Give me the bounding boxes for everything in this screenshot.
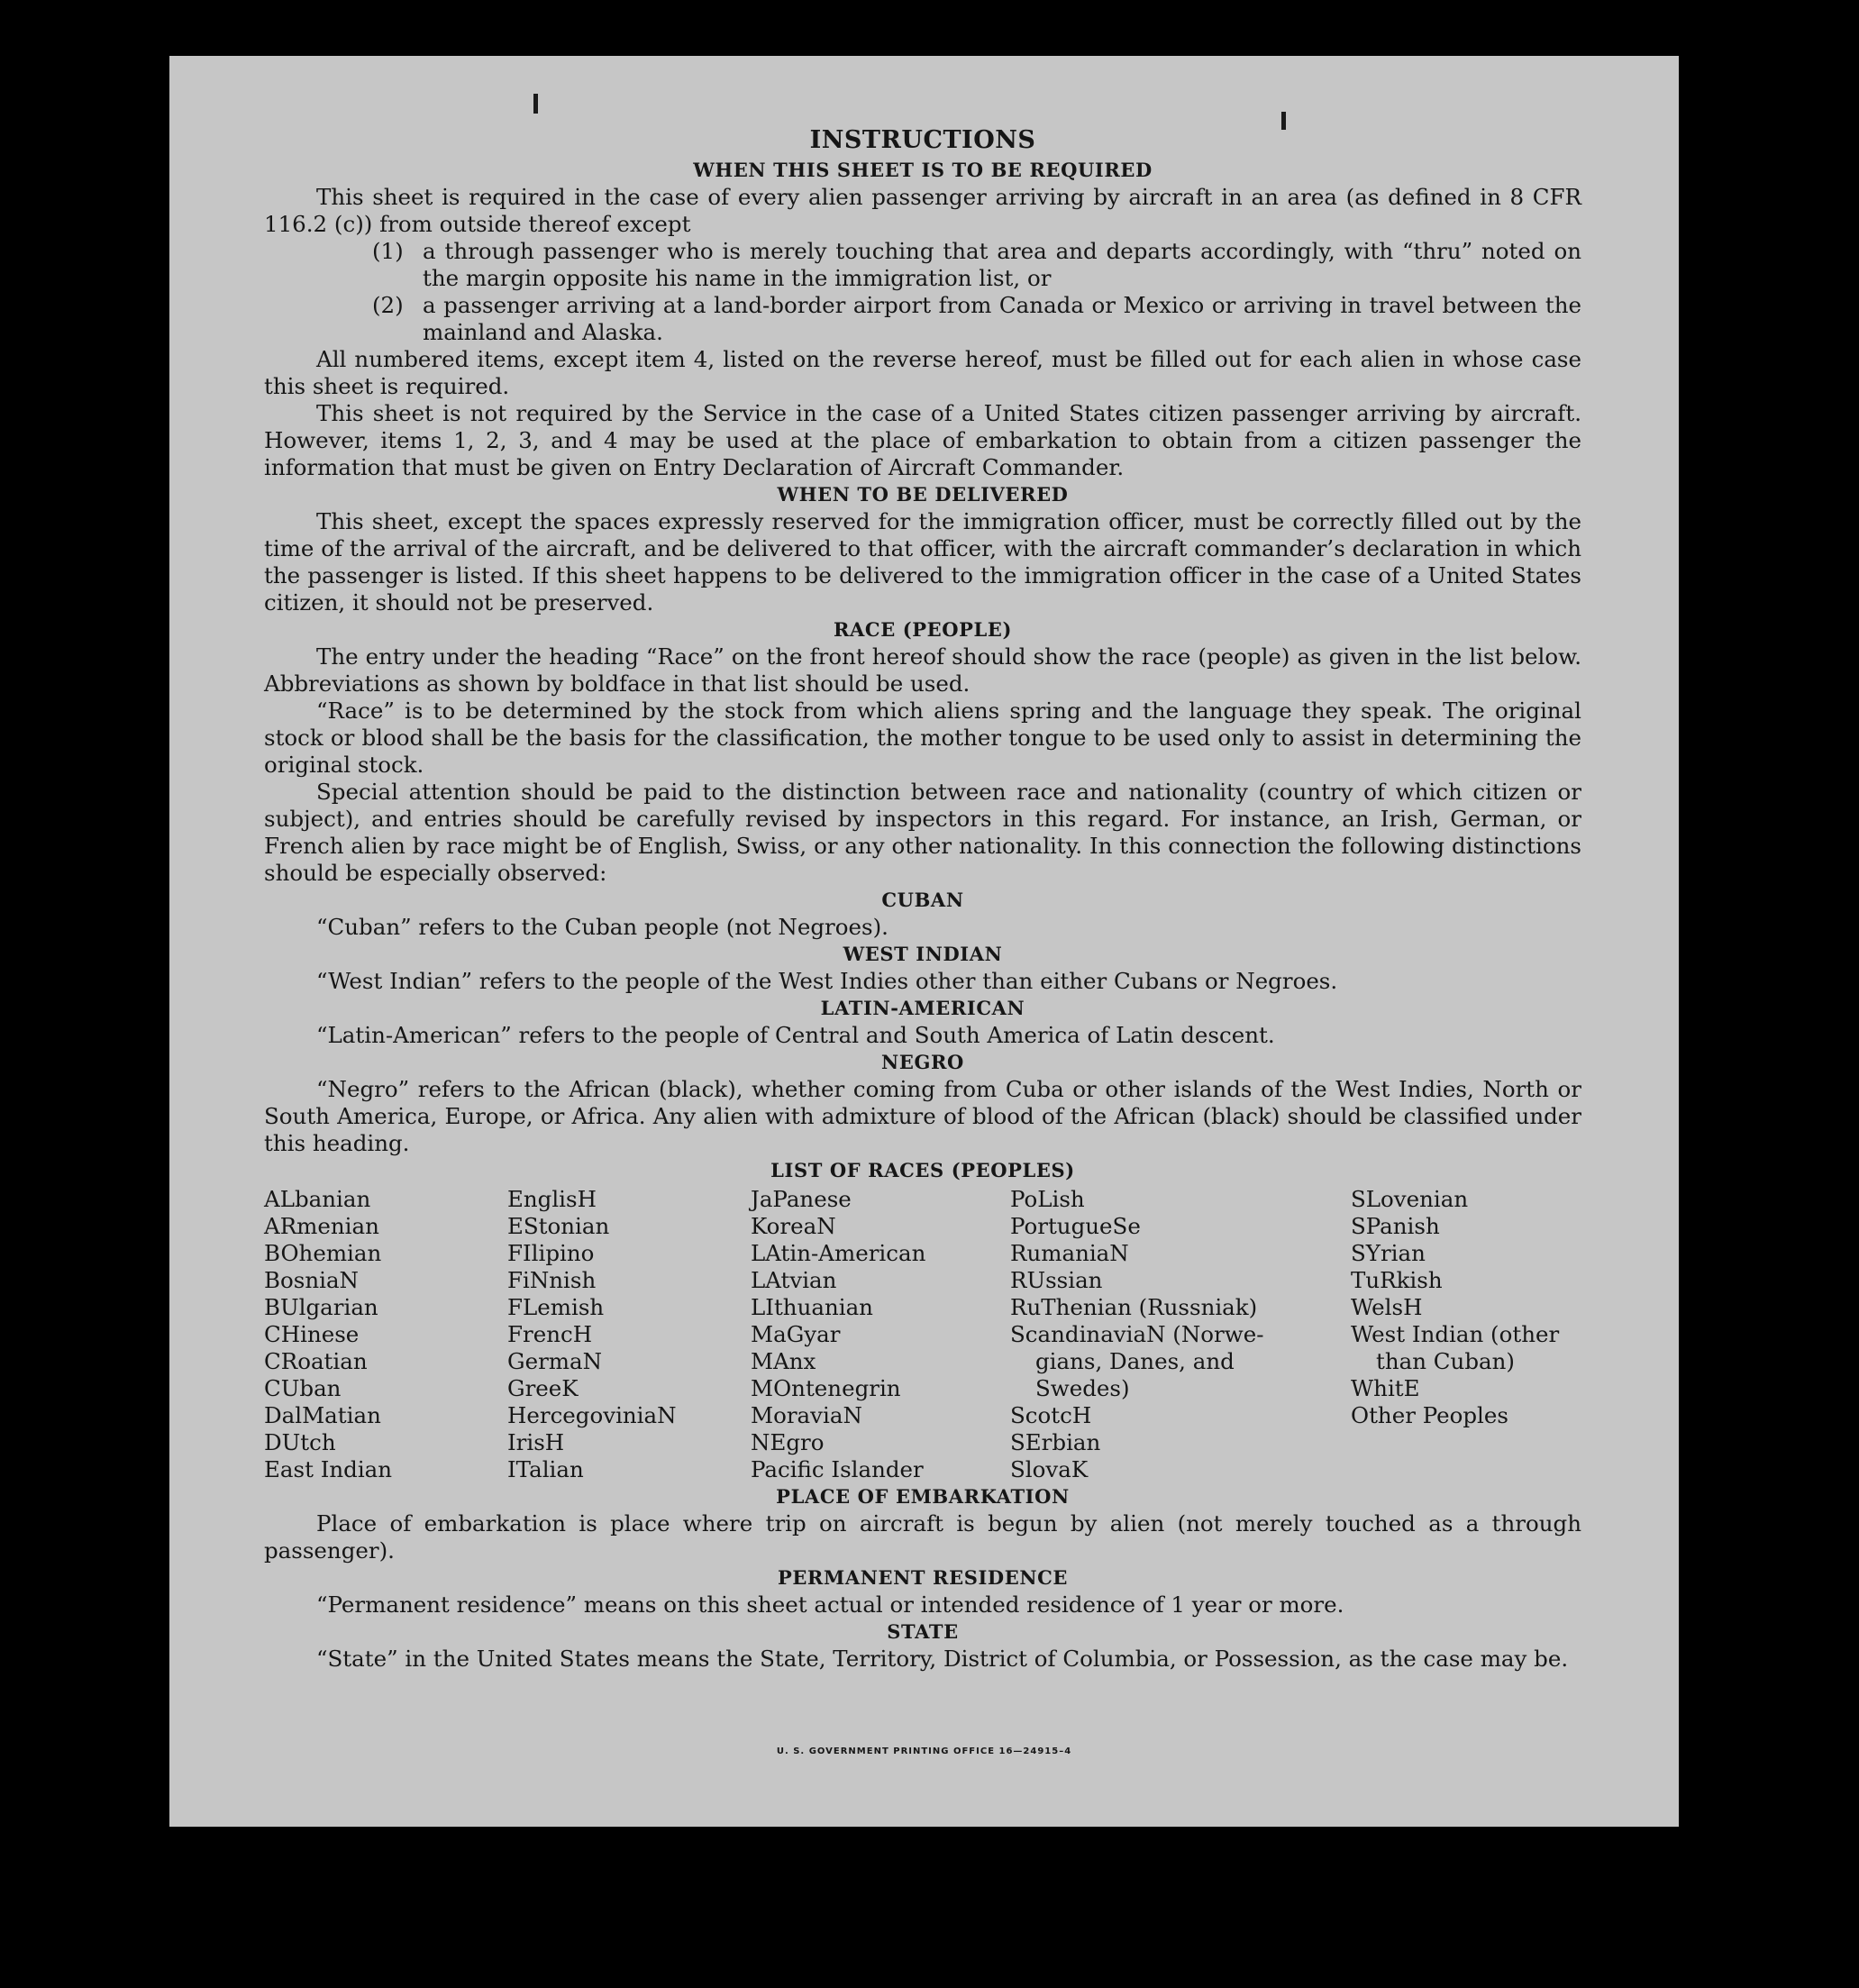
race-item: LIthuanian (751, 1294, 873, 1320)
race-item: PoLish (1010, 1186, 1085, 1212)
race-item: BosniaN (264, 1267, 359, 1293)
race-item: TuRkish (1351, 1267, 1443, 1293)
races-column (1010, 1186, 1351, 1483)
race-item: JaPanese (751, 1186, 852, 1212)
race-item: HercegoviniaN (507, 1402, 677, 1428)
races-column (751, 1186, 1010, 1483)
paragraph: The entry under the heading “Race” on the front hereof should show the race (people) as given in the list below. Abbreviations as shown by boldface in that list should be used. (264, 643, 1581, 697)
race-item: EnglisH (507, 1186, 597, 1212)
heading-west-indian: WEST INDIAN (843, 943, 1003, 965)
item-text: a passenger arriving at a land-border airport from Canada or Mexico or arriving in travel between the mainland and Alaska. (423, 292, 1581, 345)
heading-negro: NEGRO (881, 1051, 964, 1073)
race-item: GermaN (507, 1348, 603, 1374)
race-item: DUtch (264, 1429, 336, 1455)
race-item: ScandinaviaN (Norwe- (1010, 1321, 1264, 1347)
race-item: SYrian (1351, 1240, 1426, 1266)
heading-list-of-races: LIST OF RACES (PEOPLES) (770, 1159, 1075, 1181)
race-item: DalMatian (264, 1402, 381, 1428)
paragraph: “West Indian” refers to the people of the West Indies other than either Cubans or Negroes. (316, 968, 1338, 994)
race-item: ALbanian (264, 1186, 371, 1212)
race-item: MaGyar (751, 1321, 841, 1347)
ink-mark (533, 94, 538, 114)
race-item: KoreaN (751, 1213, 836, 1239)
race-item: MAnx (751, 1348, 816, 1374)
heading-place-of-embarkation: PLACE OF EMBARKATION (776, 1485, 1070, 1508)
paragraph: “Cuban” refers to the Cuban people (not Negroes). (316, 914, 888, 940)
paragraph: “Race” is to be determined by the stock from which aliens spring and the language they speak. The original stock or blood shall be the basis for the classification, the mother tongue to be used only to assist in determining the original stock. (264, 698, 1581, 778)
race-item: NEgro (751, 1429, 825, 1455)
race-item: WhitE (1351, 1375, 1420, 1401)
race-item: ARmenian (264, 1213, 379, 1239)
race-item: Other Peoples (1351, 1402, 1508, 1428)
race-item: RUssian (1010, 1267, 1103, 1293)
heading-state: STATE (887, 1620, 959, 1643)
race-item: SPanish (1351, 1213, 1440, 1239)
heading-permanent-residence: PERMANENT RESIDENCE (777, 1566, 1069, 1589)
race-item: LAtin-American (751, 1240, 926, 1266)
race-item: gians, Danes, and (1035, 1348, 1235, 1374)
race-item: than Cuban) (1376, 1348, 1515, 1374)
paragraph: “Negro” refers to the African (black), whether coming from Cuba or other islands of the West Indies, North or South America, Europe, or Africa. Any alien with admixture of blood of the African (black) should be classified under this heading. (264, 1076, 1581, 1156)
race-item: MOntenegrin (751, 1375, 901, 1401)
race-item: Swedes) (1035, 1375, 1130, 1401)
race-item: PortugueSe (1010, 1213, 1141, 1239)
heading-cuban: CUBAN (881, 889, 964, 911)
race-item: BUlgarian (264, 1294, 378, 1320)
race-item: LAtvian (751, 1267, 837, 1293)
paragraph: This sheet, except the spaces expressly reserved for the immigration officer, must be correctly filled out by the time of the arrival of the aircraft, and be delivered to that officer, with the aircraft commander’s declaration in which the passenger is listed. If this sheet happens to be delivered to the immigration officer in the case of a United States citizen, it should not be preserved. (264, 508, 1581, 616)
paragraph: This sheet is required in the case of every alien passenger arriving by aircraft in an area (as defined in 8 CFR 116.2 (c)) from outside thereof except (264, 184, 1581, 237)
race-item: BOhemian (264, 1240, 382, 1266)
race-item: FIlipino (507, 1240, 595, 1266)
heading-when-delivered: WHEN TO BE DELIVERED (777, 483, 1069, 506)
race-item: FrencH (507, 1321, 593, 1347)
item-text: a through passenger who is merely touching that area and departs accordingly, with “thru” noted on the margin opposite his name in the immigration list, or (423, 238, 1581, 291)
heading-latin-american: LATIN-AMERICAN (820, 997, 1025, 1019)
paragraph: Special attention should be paid to the distinction between race and nationality (country of which citizen or subject), and entries should be carefully revised by inspectors in this regard. For instance, an Irish, German, or French alien by race might be of English, Swiss, or any other nationality. In this connection the following distinctions should be especially observed: (264, 779, 1581, 886)
race-item: CUban (264, 1375, 342, 1401)
paragraph: “Latin-American” refers to the people of Central and South America of Latin descent. (316, 1022, 1275, 1048)
race-item: RuThenian (Russniak) (1010, 1294, 1258, 1320)
race-item: FLemish (507, 1294, 605, 1320)
race-item: EStonian (507, 1213, 610, 1239)
numbered-item (372, 292, 1581, 346)
races-list (264, 1186, 1581, 1483)
paragraph: This sheet is not required by the Service in the case of a United States citizen passenger arriving by aircraft. However, items 1, 2, 3, and 4 may be used at the place of embarkation to obtain from a citizen passenger the information that must be given on Entry Declaration of Aircraft Commander. (264, 400, 1581, 480)
race-item: FiNnish (507, 1267, 597, 1293)
race-item: CHinese (264, 1321, 360, 1347)
instructions-body (264, 124, 1581, 1673)
paragraph: “State” in the United States means the State, Territory, District of Columbia, or Possession, as the case may be. (316, 1646, 1569, 1672)
race-item: MoraviaN (751, 1402, 862, 1428)
paragraph: All numbered items, except item 4, listed on the reverse hereof, must be filled out for each alien in whose case this sheet is required. (264, 346, 1581, 399)
race-item: SLovenian (1351, 1186, 1469, 1212)
race-item: Pacific Islander (751, 1456, 924, 1482)
race-item: East Indian (264, 1456, 393, 1482)
race-item: SlovaK (1010, 1456, 1089, 1482)
race-item: ScotcH (1010, 1402, 1092, 1428)
race-item: SErbian (1010, 1429, 1101, 1455)
race-item: IrisH (507, 1429, 565, 1455)
paragraph: “Permanent residence” means on this sheet actual or intended residence of 1 year or more. (316, 1591, 1344, 1618)
heading-race: RACE (PEOPLE) (833, 618, 1013, 641)
document-page (169, 56, 1679, 1827)
races-column (264, 1186, 507, 1483)
item-number: (1) (372, 238, 404, 264)
race-item: WelsH (1351, 1294, 1423, 1320)
race-item: GreeK (507, 1375, 579, 1401)
races-column (1351, 1186, 1581, 1483)
race-item: ITalian (507, 1456, 584, 1482)
heading-when-required: WHEN THIS SHEET IS TO BE REQUIRED (693, 159, 1153, 181)
paragraph: Place of embarkation is place where trip on aircraft is begun by alien (not merely touched as a through passenger). (264, 1510, 1581, 1564)
numbered-item (372, 238, 1581, 292)
race-item: RumaniaN (1010, 1240, 1129, 1266)
race-item: West Indian (other (1351, 1321, 1560, 1347)
page-title: INSTRUCTIONS (809, 126, 1036, 154)
item-number: (2) (372, 292, 404, 318)
race-item: CRoatian (264, 1348, 368, 1374)
printer-imprint: U. S. GOVERNMENT PRINTING OFFICE 16—24915–4 (776, 1746, 1072, 1756)
races-column (507, 1186, 751, 1483)
